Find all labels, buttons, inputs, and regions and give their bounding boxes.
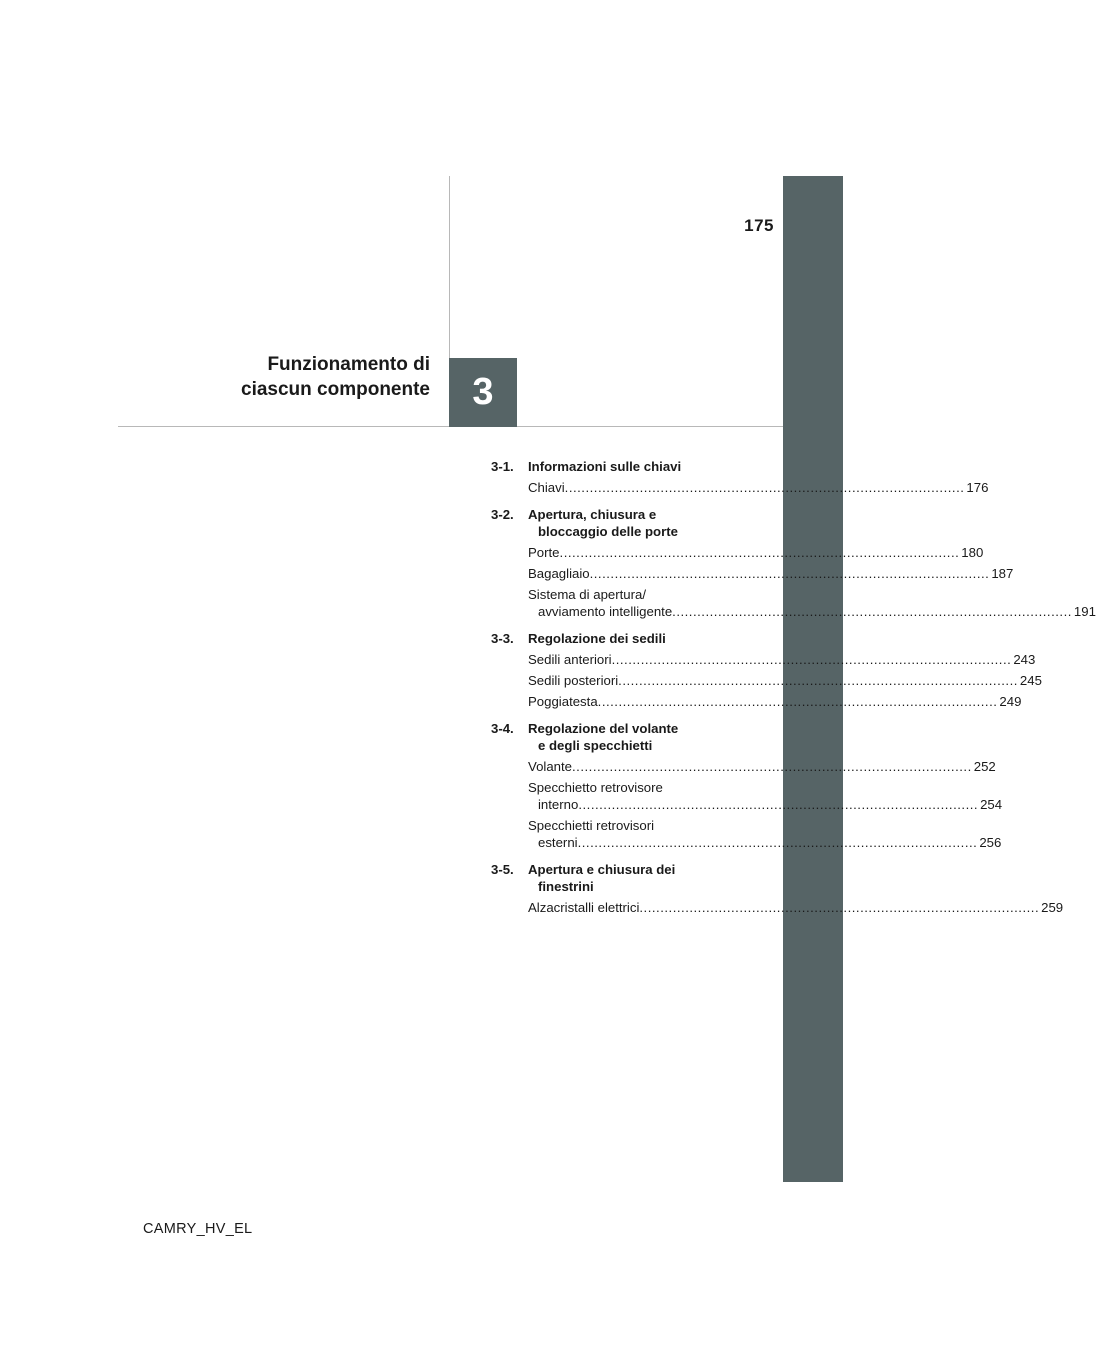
section-title-line-1: Apertura e chiusura dei [528, 862, 676, 877]
leader-dots [578, 796, 978, 813]
section-title [528, 506, 678, 540]
section-title: Regolazione dei sedili [528, 631, 666, 646]
entry-label-line-1: Specchietto retrovisore [528, 780, 663, 795]
toc-entry-bagagliaio[interactable] [491, 565, 1014, 582]
entry-label: Poggiatesta [528, 694, 598, 709]
toc-entry-specchietti-esterni[interactable] [491, 817, 1002, 851]
leader-dots [639, 899, 1039, 916]
entry-label-line-2: avviamento intelligente [538, 604, 673, 619]
chapter-number: 3 [472, 371, 494, 413]
section-title-line-2: bloccaggio delle porte [538, 524, 678, 539]
section-title-line-2: finestrini [538, 879, 594, 894]
toc-entry-porte[interactable] [491, 544, 984, 561]
leader-dots [618, 672, 1018, 689]
entry-label: Sedili posteriori [528, 673, 619, 688]
leader-dots [590, 565, 990, 582]
toc-entry-alzacristalli[interactable] [491, 899, 1064, 916]
entry-label-line-1: Sistema di apertura/ [528, 587, 647, 602]
entry-label: Sedili anteriori [528, 652, 612, 667]
toc-entry-chiavi[interactable] [491, 479, 989, 496]
entry-label: Volante [528, 759, 572, 774]
entry-page: 187 [991, 566, 1014, 581]
section-number: 3-3. [491, 631, 514, 646]
chapter-title [150, 352, 430, 402]
toc-entry-sedili-posteriori[interactable] [491, 672, 1042, 689]
toc-section-3-5[interactable] [491, 861, 741, 895]
toc-entry-specchietto-interno[interactable] [491, 779, 1003, 813]
entry-page: 254 [980, 797, 1003, 812]
toc-entry-sistema-apertura[interactable] [491, 586, 1096, 620]
section-title [528, 720, 678, 754]
section-number: 3-2. [491, 507, 514, 522]
entry-label-line-2: esterni [538, 835, 578, 850]
toc-entry-poggiatesta[interactable] [491, 693, 1022, 710]
leader-dots [572, 758, 972, 775]
section-title-line-1: Apertura, chiusura e [528, 507, 657, 522]
entry-label: Alzacristalli elettrici [528, 900, 640, 915]
chapter-number-box [449, 358, 517, 427]
table-of-contents [491, 458, 1096, 920]
leader-dots [672, 603, 1072, 620]
section-number: 3-1. [491, 459, 514, 474]
section-title: Informazioni sulle chiavi [528, 459, 682, 474]
chapter-title-line-2: ciascun componente [241, 379, 430, 400]
entry-label-line-2: interno [538, 797, 579, 812]
entry-page: 249 [999, 694, 1022, 709]
section-title-line-2: e degli specchietti [538, 738, 653, 753]
entry-label-line-1: Specchietti retrovisori [528, 818, 655, 833]
section-number: 3-4. [491, 721, 514, 736]
leader-dots [598, 693, 998, 710]
entry-page: 191 [1073, 604, 1096, 619]
leader-dots [560, 544, 960, 561]
toc-section-3-3[interactable] [491, 630, 741, 647]
entry-label: Porte [528, 545, 560, 560]
leader-dots [578, 834, 978, 851]
toc-section-3-4[interactable] [491, 720, 741, 754]
page-number: 175 [744, 216, 774, 235]
entry-label: Chiavi [528, 480, 565, 495]
entry-page: 256 [979, 835, 1002, 850]
section-title [528, 861, 675, 895]
entry-page: 180 [961, 545, 984, 560]
entry-label: Bagagliaio [528, 566, 590, 581]
entry-page: 252 [973, 759, 996, 774]
section-number: 3-5. [491, 862, 514, 877]
toc-section-3-1[interactable] [491, 458, 741, 475]
entry-page: 259 [1041, 900, 1064, 915]
toc-entry-sedili-anteriori[interactable] [491, 651, 1036, 668]
vertical-rule [449, 176, 450, 358]
toc-entry-volante[interactable] [491, 758, 996, 775]
chapter-title-line-1: Funzionamento di [267, 354, 430, 375]
entry-page: 243 [1013, 652, 1036, 667]
document-code-footer: CAMRY_HV_EL [143, 1221, 253, 1237]
leader-dots [565, 479, 965, 496]
entry-page: 245 [1019, 673, 1042, 688]
section-title-line-1: Regolazione del volante [528, 721, 679, 736]
leader-dots [612, 651, 1012, 668]
entry-page: 176 [966, 480, 989, 495]
toc-section-3-2[interactable] [491, 506, 741, 540]
